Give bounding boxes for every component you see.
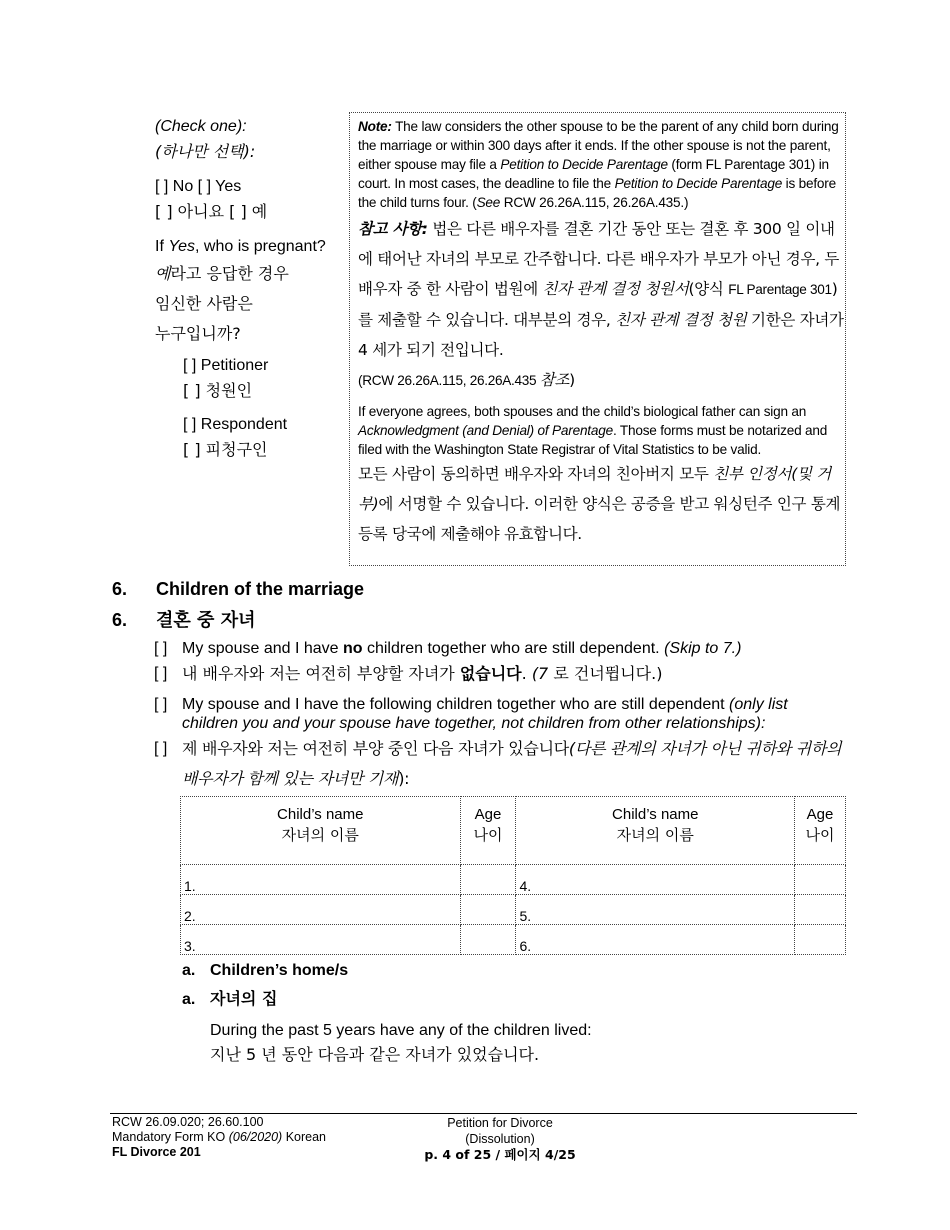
have-children-option-ko[interactable]: [ ] 제 배우자와 저는 여전히 부양 중인 다음 자녀가 있습니다(다른 관계의 자녀가 아닌 귀하와 귀하의 배우자가 함께 있는 자녀만 기재): bbox=[154, 734, 844, 794]
no-yes-options-ko[interactable]: [ ] 아니요 [ ] 예 bbox=[155, 202, 268, 221]
subsection-a-heading-en: a. Children’s home/s bbox=[182, 962, 349, 979]
checkbox[interactable]: [ ] bbox=[154, 665, 168, 682]
footer-divider bbox=[110, 1113, 857, 1114]
subsection-a-heading-ko: a. 자녀의 집 bbox=[182, 989, 278, 1008]
children-table bbox=[180, 796, 846, 955]
no-yes-options-en[interactable]: [ ] No [ ] Yes bbox=[155, 178, 242, 195]
check-one-en: (Check one): bbox=[155, 118, 247, 135]
child-age-cell[interactable] bbox=[460, 895, 516, 925]
checkbox[interactable]: [ ] bbox=[154, 740, 168, 757]
note-ko-reference: (RCW 26.26A.115, 26.26A.435 참조) bbox=[358, 371, 575, 389]
no-children-option-ko[interactable]: [ ] 내 배우자와 저는 여전히 부양할 자녀가 없습니다. (7 로 건너뜁니다.) bbox=[154, 659, 844, 689]
child-name-cell[interactable]: 2. bbox=[181, 895, 461, 925]
child-name-cell[interactable]: 3. bbox=[181, 925, 461, 955]
child-age-cell[interactable] bbox=[795, 895, 846, 925]
petitioner-checkbox-ko[interactable]: [ ] 청원인 bbox=[183, 381, 253, 400]
ack-ko: 모든 사람이 동의하면 배우자와 자녀의 친아버지 모두 친부 인정서(및 거부)에 서명할 수 있습니다. 이러한 양식은 공증을 받고 워싱턴주 인구 통계 등록 당국에 제출해야 유효합니다. bbox=[358, 465, 841, 543]
page-number: p. 4 of 25 / 페이지 4/25 bbox=[424, 1147, 576, 1162]
who-pregnant-ko-2: 임신한 사람은 bbox=[155, 294, 253, 313]
child-age-cell[interactable] bbox=[460, 865, 516, 895]
child-name-cell[interactable]: 5. bbox=[516, 895, 795, 925]
child-name-cell[interactable]: 4. bbox=[516, 865, 795, 895]
child-age-cell[interactable] bbox=[795, 925, 846, 955]
table-row bbox=[181, 925, 846, 955]
section-6-heading-ko: 6. 결혼 중 자녀 bbox=[112, 610, 256, 631]
table-row bbox=[181, 895, 846, 925]
child-age-cell[interactable] bbox=[795, 865, 846, 895]
subsection-a-question-ko: 지난 5 년 동안 다음과 같은 자녀가 있었습니다. bbox=[210, 1045, 540, 1064]
have-children-option-en[interactable]: [ ] My spouse and I have the following children together who are still dependent (only list children you and your spouse have together, not children from other relationships): bbox=[154, 696, 788, 732]
check-one-ko: (하나만 선택): bbox=[155, 142, 256, 161]
who-pregnant-en: If Yes, who is pregnant? bbox=[155, 238, 326, 255]
column-header-age: Age 나이 bbox=[460, 797, 516, 865]
ack-en: If everyone agrees, both spouses and the child’s biological father can sign an Acknowledgment (and Denial) of Parentage. Those forms must be notarized and filed with the Washington State Registrar of Vital Statistics to be valid. bbox=[358, 404, 828, 457]
petitioner-checkbox-en[interactable]: [ ] Petitioner bbox=[183, 357, 269, 374]
respondent-checkbox-en[interactable]: [ ] Respondent bbox=[183, 416, 288, 433]
no-children-option-en[interactable]: [ ] My spouse and I have no children together who are still dependent. (Skip to 7.) bbox=[154, 640, 742, 657]
note-box bbox=[349, 112, 846, 566]
table-header-row bbox=[181, 797, 846, 865]
respondent-checkbox-ko[interactable]: [ ] 피청구인 bbox=[183, 440, 268, 459]
who-pregnant-ko-3: 누구입니까? bbox=[155, 324, 241, 343]
who-pregnant-ko-1: 예라고 응답한 경우 bbox=[155, 264, 289, 283]
column-header-child-name: Child’s name 자녀의 이름 bbox=[516, 797, 795, 865]
child-name-cell[interactable]: 6. bbox=[516, 925, 795, 955]
note-ko: 참고 사항: 법은 다른 배우자를 결혼 기간 동안 또는 결혼 후 300 일 이내에 태어난 자녀의 부모로 간주합니다. 다른 배우자가 부모가 아닌 경우, 두 배우자 중 한 사람이 법원에 친자 관계 결정 청원서(양식 FL Parentage 301)를 제출할 수 있습니다. 대부분의 경우, 친자 관계 결정 청원 기한은 자녀가 4 세가 되기 전입니다. bbox=[358, 220, 844, 359]
subsection-a-question-en: During the past 5 years have any of the children lived: bbox=[210, 1022, 592, 1039]
section-6-heading-en: 6. Children of the marriage bbox=[112, 579, 365, 599]
checkbox[interactable]: [ ] bbox=[154, 696, 168, 713]
column-header-age: Age 나이 bbox=[795, 797, 846, 865]
child-age-cell[interactable] bbox=[460, 925, 516, 955]
pregnancy-question bbox=[155, 114, 350, 462]
checkbox[interactable]: [ ] bbox=[154, 640, 168, 657]
footer-document-title: Petition for Divorce (Dissolution) p. 4 of 25 / 페이지 4/25 bbox=[400, 1115, 600, 1163]
column-header-child-name: Child’s name 자녀의 이름 bbox=[181, 797, 461, 865]
child-name-cell[interactable]: 1. bbox=[181, 865, 461, 895]
note-en: Note: The law considers the other spouse to be the parent of any child born during the marriage or within 300 days after it ends. If the other spouse is not the parent, either spouse may file a Petition to Decide Parentage (form FL Parentage 301) in court. In most cases, the deadline to file the Petition to Decide Parentage is before the child turns four. (See RCW 26.26A.115, 26.26A.435.) bbox=[358, 119, 839, 210]
footer-form-info: RCW 26.09.020; 26.60.100 Mandatory Form KO (06/2020) Korean FL Divorce 201 bbox=[112, 1115, 326, 1159]
table-row bbox=[181, 865, 846, 895]
